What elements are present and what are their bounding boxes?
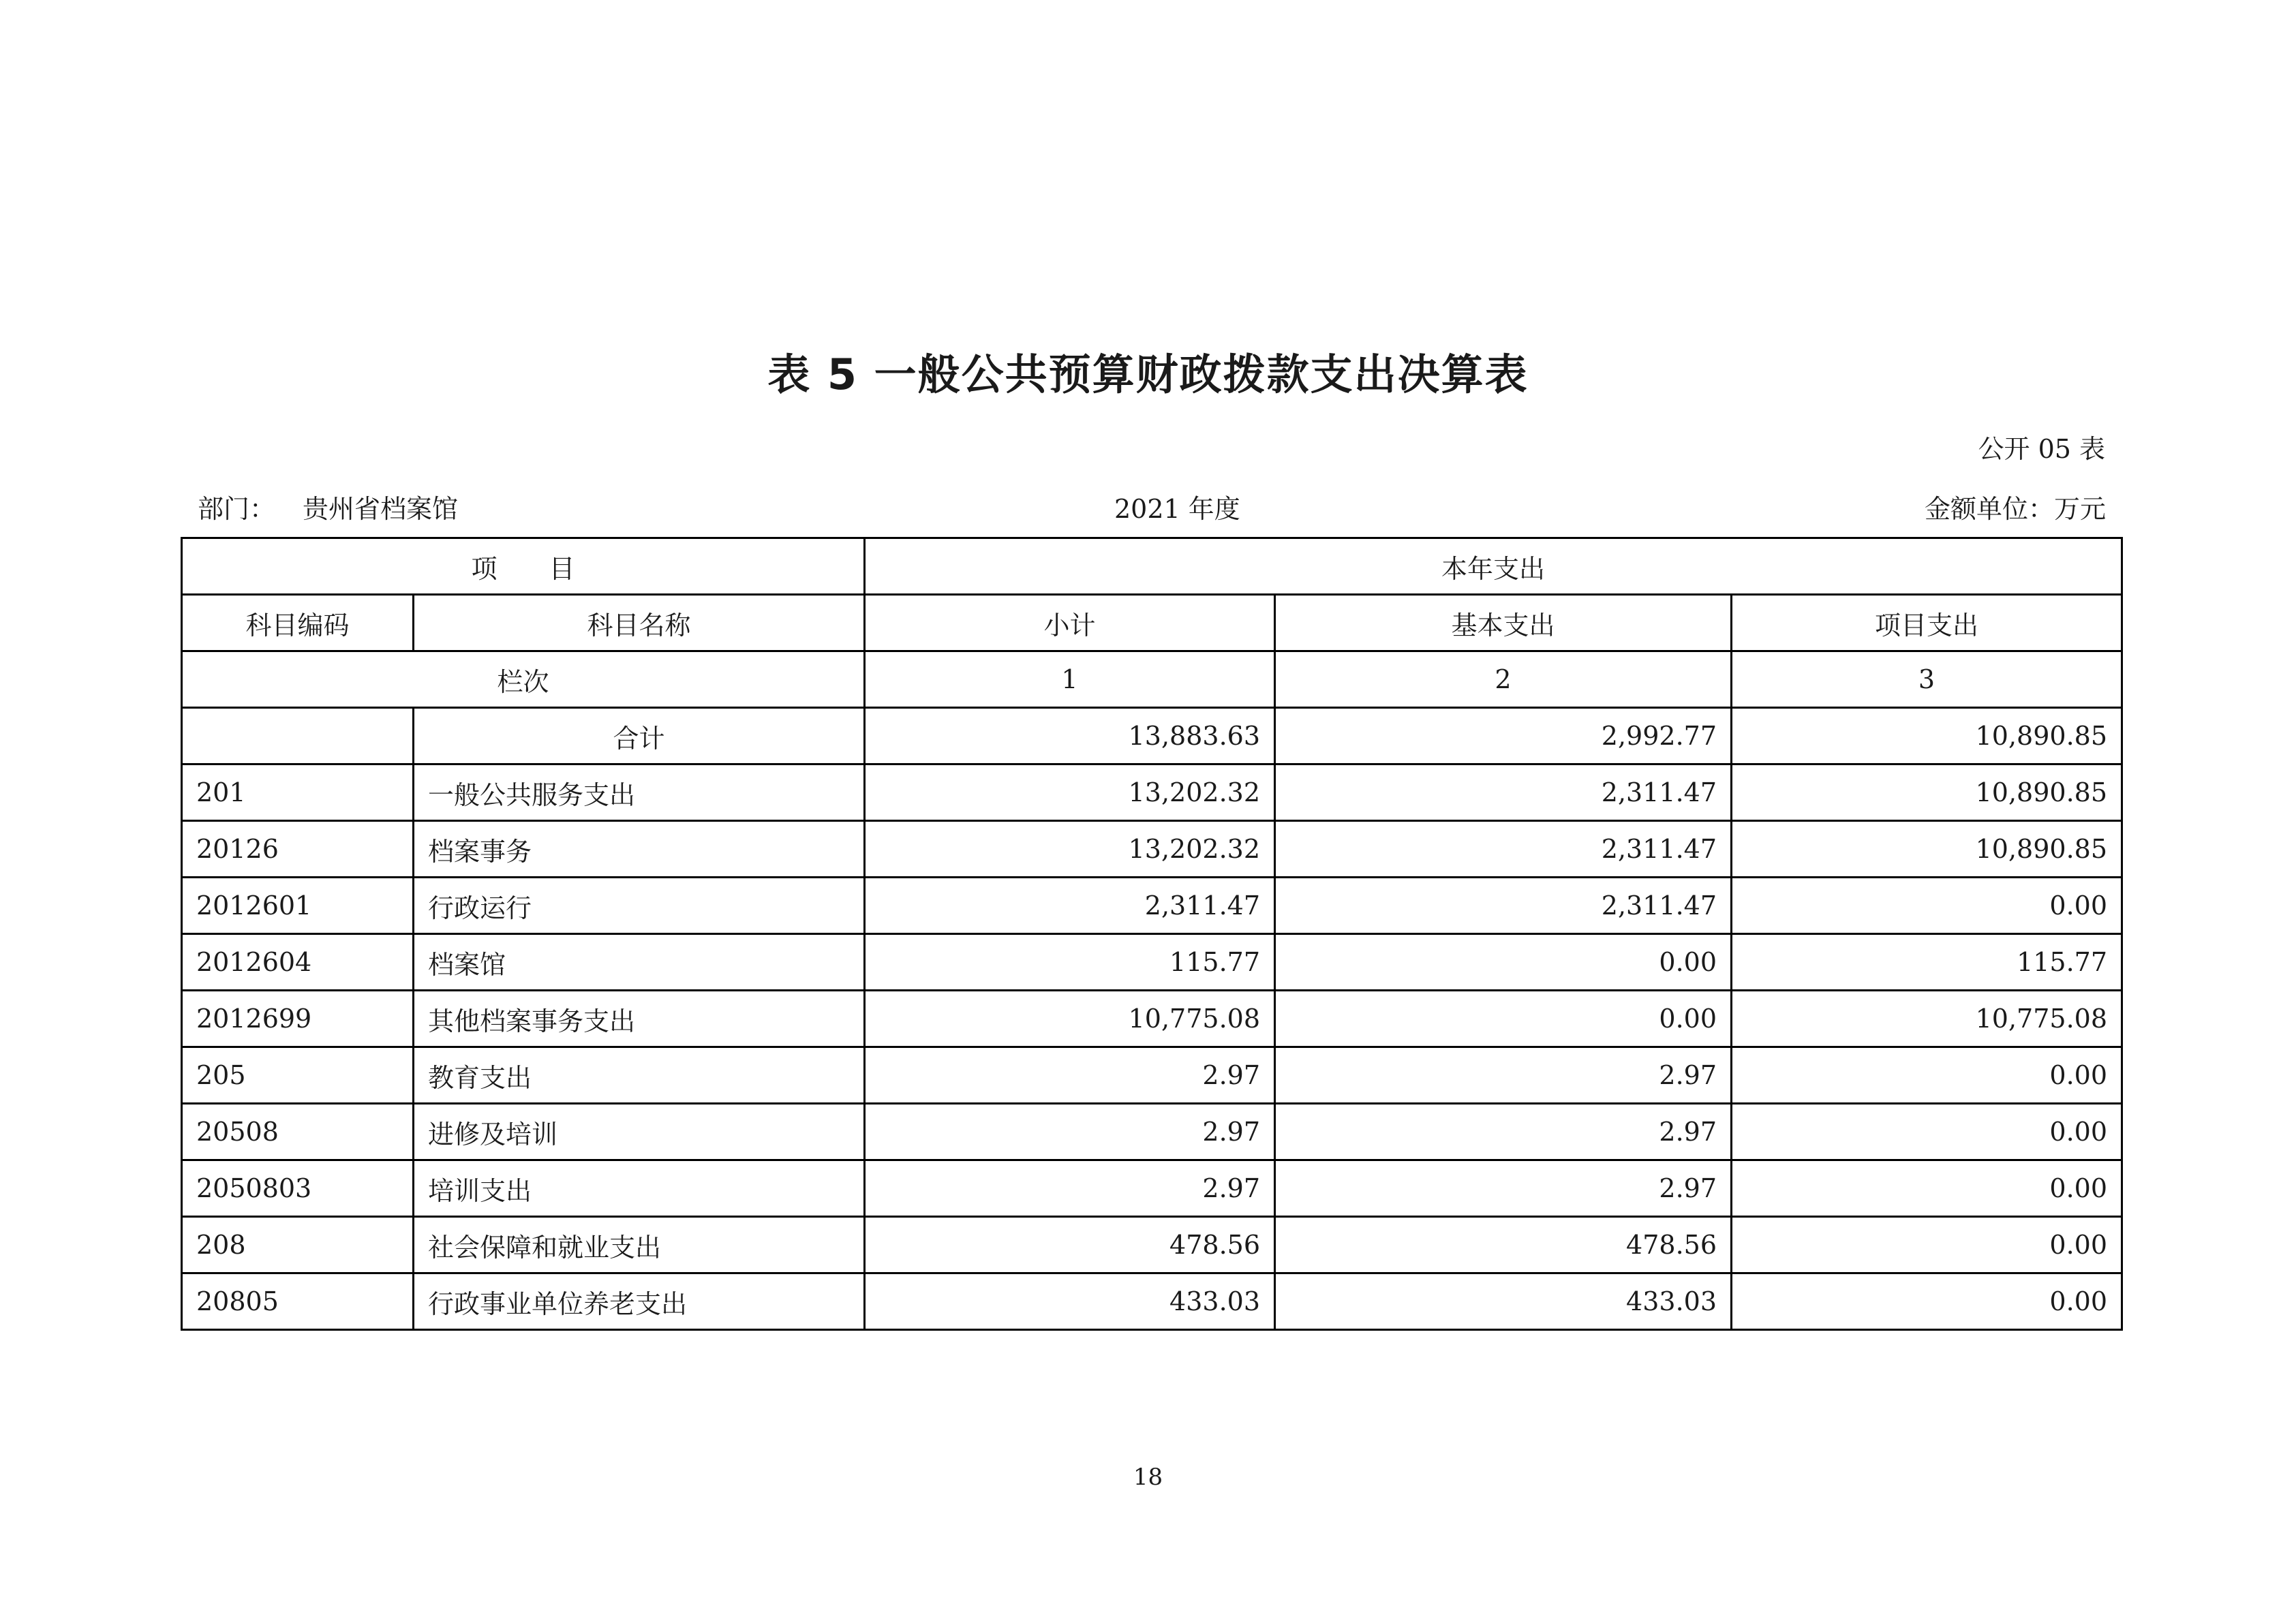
project-value: 0.00 (1732, 1273, 2122, 1330)
project-value: 0.00 (1732, 878, 2122, 934)
basic-value: 2,311.47 (1275, 878, 1732, 934)
basic-value: 2,311.47 (1275, 764, 1732, 821)
subject-name: 档案馆 (414, 934, 865, 991)
header-subtotal: 小计 (865, 595, 1275, 651)
table-row (182, 1273, 2122, 1330)
department-info (198, 488, 458, 525)
total-project: 10,890.85 (1732, 708, 2122, 764)
total-label: 合计 (414, 708, 865, 764)
header-row-1 (182, 538, 2122, 595)
basic-value: 2.97 (1275, 1047, 1732, 1104)
subject-code: 20126 (182, 821, 414, 878)
subject-name: 一般公共服务支出 (414, 764, 865, 821)
header-row-column-order (182, 651, 2122, 708)
amount-unit: 金额单位：万元 (1924, 494, 2106, 524)
basic-value: 0.00 (1275, 991, 1732, 1047)
table-row (182, 1217, 2122, 1273)
department-label: 部门： (198, 494, 276, 524)
table-row (182, 1160, 2122, 1217)
table-row (182, 934, 2122, 991)
header-col-1: 1 (865, 651, 1275, 708)
project-value: 0.00 (1732, 1160, 2122, 1217)
project-value: 10,890.85 (1732, 764, 2122, 821)
header-project-expense: 项目支出 (1732, 595, 2122, 651)
total-basic: 2,992.77 (1275, 708, 1732, 764)
subtotal-value: 478.56 (865, 1217, 1275, 1273)
project-value: 115.77 (1732, 934, 2122, 991)
subject-name: 社会保障和就业支出 (414, 1217, 865, 1273)
header-col-3: 3 (1732, 651, 2122, 708)
header-subject-code: 科目编码 (182, 595, 414, 651)
header-current-year-expense: 本年支出 (865, 538, 2122, 595)
subject-code: 2012604 (182, 934, 414, 991)
subject-code: 205 (182, 1047, 414, 1104)
table-row (182, 991, 2122, 1047)
page-number: 18 (1133, 1464, 1163, 1491)
table-row (182, 821, 2122, 878)
subject-code: 2012699 (182, 991, 414, 1047)
subject-name: 教育支出 (414, 1047, 865, 1104)
table-row (182, 1047, 2122, 1104)
table-row (182, 1104, 2122, 1160)
subject-code: 201 (182, 764, 414, 821)
subtotal-value: 2.97 (865, 1160, 1275, 1217)
header-item: 项 目 (182, 538, 865, 595)
header-basic-expense: 基本支出 (1275, 595, 1732, 651)
header-subject-name: 科目名称 (414, 595, 865, 651)
subject-code: 20805 (182, 1273, 414, 1330)
page-title: 表 5 一般公共预算财政拨款支出决算表 (767, 350, 1529, 399)
subject-name: 行政运行 (414, 878, 865, 934)
header-column-order: 栏次 (182, 651, 865, 708)
header-row-2 (182, 595, 2122, 651)
subject-code: 2050803 (182, 1160, 414, 1217)
basic-value: 433.03 (1275, 1273, 1732, 1330)
subject-name: 行政事业单位养老支出 (414, 1273, 865, 1330)
total-subtotal: 13,883.63 (865, 708, 1275, 764)
total-code-cell (182, 708, 414, 764)
project-value: 10,890.85 (1732, 821, 2122, 878)
subject-code: 208 (182, 1217, 414, 1273)
table-row (182, 764, 2122, 821)
subtotal-value: 2.97 (865, 1104, 1275, 1160)
subtotal-value: 10,775.08 (865, 991, 1275, 1047)
project-value: 0.00 (1732, 1047, 2122, 1104)
table-row (182, 878, 2122, 934)
project-value: 0.00 (1732, 1104, 2122, 1160)
total-row (182, 708, 2122, 764)
basic-value: 0.00 (1275, 934, 1732, 991)
subject-name: 其他档案事务支出 (414, 991, 865, 1047)
header-col-2: 2 (1275, 651, 1732, 708)
subject-name: 进修及培训 (414, 1104, 865, 1160)
subtotal-value: 13,202.32 (865, 764, 1275, 821)
subject-code: 20508 (182, 1104, 414, 1160)
subtotal-value: 2,311.47 (865, 878, 1275, 934)
subject-name: 档案事务 (414, 821, 865, 878)
subtotal-value: 2.97 (865, 1047, 1275, 1104)
project-value: 0.00 (1732, 1217, 2122, 1273)
budget-table (181, 537, 2123, 1331)
subtotal-value: 115.77 (865, 934, 1275, 991)
basic-value: 478.56 (1275, 1217, 1732, 1273)
subtotal-value: 433.03 (865, 1273, 1275, 1330)
subtotal-value: 13,202.32 (865, 821, 1275, 878)
department-name: 贵州省档案馆 (303, 494, 459, 524)
table-body (182, 538, 2122, 1330)
subject-code: 2012601 (182, 878, 414, 934)
basic-value: 2.97 (1275, 1160, 1732, 1217)
subject-name: 培训支出 (414, 1160, 865, 1217)
project-value: 10,775.08 (1732, 991, 2122, 1047)
basic-value: 2,311.47 (1275, 821, 1732, 878)
fiscal-year: 2021 年度 (1114, 494, 1240, 524)
form-number: 公开 05 表 (1978, 434, 2105, 464)
basic-value: 2.97 (1275, 1104, 1732, 1160)
meta-row (198, 488, 2106, 522)
